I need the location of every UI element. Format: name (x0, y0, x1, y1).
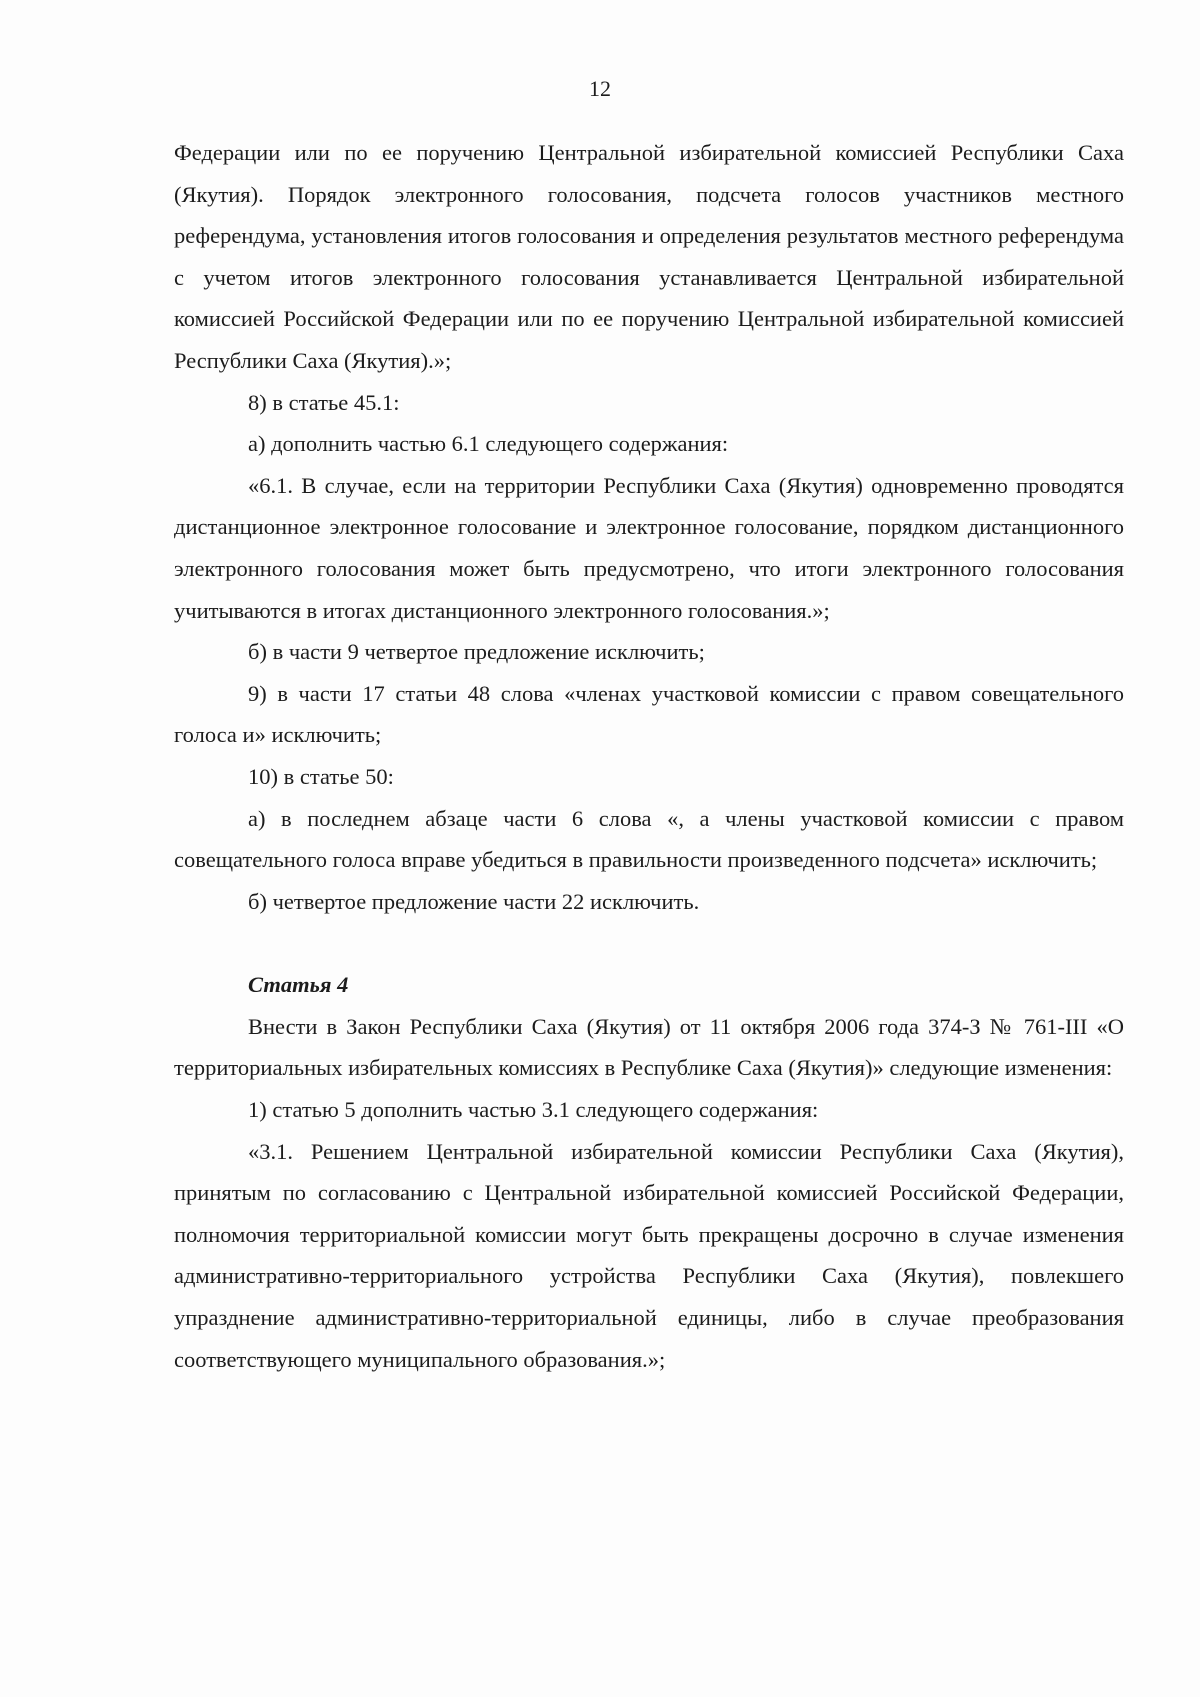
paragraph-item-10b: б) четвертое предложение части 22 исключить. (248, 888, 700, 914)
paragraph-part-6-1: «6.1. В случае, если на территории Республики Саха (Якутия) одновременно проводятся дистанционное электронное голосование и электронное голосование, порядком дистанционного электронного голосования может быть предусмотрено, что итоги электронного голосования учитываются в итогах дистанционного электронного голосования.»; (174, 472, 1124, 623)
paragraph-article-4-item-1: 1) статью 5 дополнить частью 3.1 следующего содержания: (248, 1097, 819, 1123)
document-body (174, 132, 1124, 1380)
paragraph-item-10: 10) в статье 50: (248, 763, 394, 789)
article-heading: Статья 4 (248, 972, 349, 998)
paragraph-item-8b: б) в части 9 четвертое предложение исключить; (248, 639, 705, 665)
paragraph-item-8: 8) в статье 45.1: (248, 389, 400, 415)
paragraph-federation-continuation: Федерации или по ее поручению Центральной избирательной комиссией Республики Саха (Якутия). Порядок электронного голосования, подсчета голосов участников местного референдума, установления итогов голосования и определения результатов местного референдума с учетом итогов электронного голосования устанавливается Центральной избирательной комиссией Российской Федерации или по ее поручению Центральной избирательной комиссией Республики Саха (Якутия).»; (174, 140, 1124, 373)
paragraph-item-10a: а) в последнем абзаце части 6 слова «, а члены участковой комиссии с правом совещательного голоса вправе убедиться в правильности произведенного подсчета» исключить; (174, 805, 1124, 873)
paragraph-item-8a: а) дополнить частью 6.1 следующего содержания: (248, 431, 729, 457)
section-gap (174, 922, 1124, 964)
paragraph-item-9: 9) в части 17 статьи 48 слова «членах участковой комиссии с правом совещательного голоса и» исключить; (174, 680, 1124, 748)
paragraph-part-3-1: «3.1. Решением Центральной избирательной комиссии Республики Саха (Якутия), принятым по согласованию с Центральной избирательной комиссией Российской Федерации, полномочия территориальной комиссии могут быть прекращены досрочно в случае изменения административно-территориального устройства Республики Саха (Якутия), повлекшего упразднение административно-территориальной единицы, либо в случае преобразования соответствующего муниципального образования.»; (174, 1138, 1124, 1372)
page-number: 12 (589, 76, 611, 101)
paragraph-article-4-intro: Внести в Закон Республики Саха (Якутия) от 11 октября 2006 года 374-З № 761-III «О территориальных избирательных комиссиях в Республике Саха (Якутия)» следующие изменения: (174, 1013, 1124, 1081)
